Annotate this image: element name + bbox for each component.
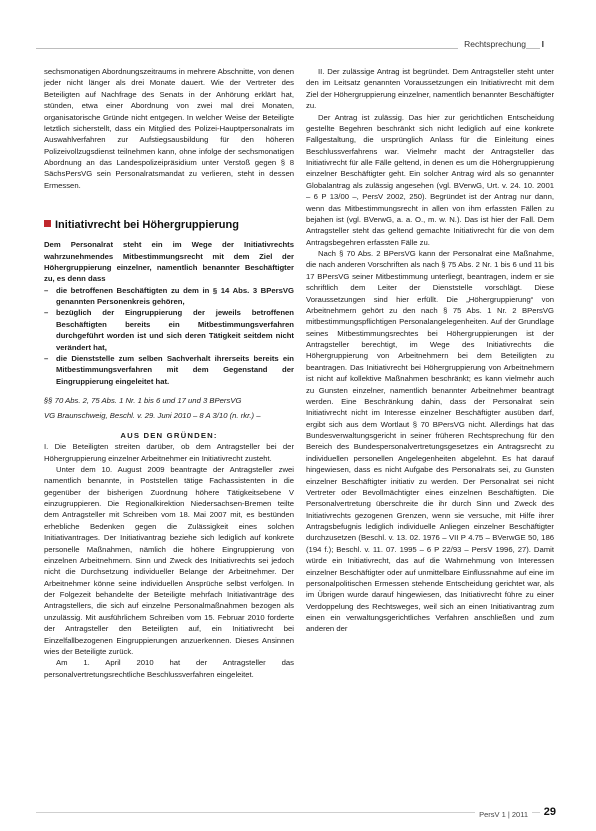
header-mark: I [541,39,544,49]
paragraph: Der Antrag ist zulässig. Das hier zur gerichtlichen Entscheidung gestellte Begehren beschränkt sich nicht lediglich auf eine konkrete Fallgestaltung, die ursprünglich Anlass für die Einleitung eines Beschlussverfahrens war. Vielmehr macht der Antragsteller das Initiativrecht für alle Fälle geltend, in denen es um die Höhergruppierung einzelner Beschäftigter geht. Ein solcher Antrag wird als so genannter Globalantrag als zulässig angesehen (vgl. BVerwG, Urt. v. 24. 10. 2001 – 6 P 13/00 –, PersV 2002, 250). Begründet ist der Antrag nur dann, wenn das Mitbestimmungsrecht in allen von ihm erfassten Fällen zu bejahen ist (vgl. BVerwG, a. a. O., m. w. N.). Das ist hier der Fall. Dem Antragsteller steht das geltend gemachte Initiativrecht für die von dem Antragsbegehren erfassten Fälle zu. [306,112,554,247]
list-item: – die betroffenen Beschäftigten zu dem in § 14 Abs. 3 BPersVG genannten Personenkreis gehören, [44,285,294,308]
principle-list [44,285,294,387]
paragraph: Nach § 70 Abs. 2 BPersVG kann der Personalrat eine Maßnahme, die nach anderen Vorschriften als nach § 75 Abs. 2 Nr. 1 bis 6 und 11 bis 17 BPersVG seiner Mitbestimmung unterliegt, beantragen, indem er sie schriftlich dem Leiter der Dienststelle vorschlägt. Diese Voraussetzungen sind hier erfüllt. Die „Höhergruppierung“ von Arbeitnehmern gehört zu den nach § 75 Abs. 1 Nr. 2 BPersVG mitbestimmungspflichtigen Personalangelegenheiten. Auf der Grundlage seines Mitbestimmungsrechtes bei Höhergruppierungen ist der Antragsteller berechtigt, im Wege des Initiativrechts die Höhergruppierung von Arbeitnehmern bei dem Beteiligten zu beantragen. Das Initiativrecht bei Höhergruppierung von Arbeitnehmern ist nicht auf kollektive Maßnahmen beschränkt; es kann vielmehr auch zu Gunsten einzelner, namentlich benannter Arbeitnehmer beantragt werden. Eine Beschränkung dahin, dass der Personalrat sein Initiativrecht nicht im Interesse einzelner Beschäftigter ausüben darf, ergibt sich aus dem Wortlaut § 70 BPersVG nicht. Allerdings hat das Bundesverwaltungsgericht in seiner früheren Rechtsprechung für den Bereich des Bundespersonalvertretungsgesetzes ein Antragsrecht zu individuellen personellen Angelegenheiten abgelehnt. Es hat darauf hingewiesen, dass es nicht Aufgabe des Personalrats sei, zu Gunsten einzelner Beschäftigter initiativ zu werden. Der Personalrat sei nicht Vertreter oder Bevollmächtigter eines einzelnen Beschäftigten. Die Personalvertretung überschreite die ihr durch Sinn und Zweck des Initiativrechts gezogenen Grenzen, wenn sie versuche, mit Hilfe ihrer Antragsbefugnis lediglich individuelle Anliegen einzelner Beschäftigter durchzusetzen (Beschl. v. 13. 02. 1976 – VII P 4.75 – BVerwGE 50, 186 (194 f.); Beschl. v. 11. 07. 1995 – 6 P 22/93 – PersV 1996, 27). Damit würde ein Initiativrecht, das auf die Wahrnehmung von Interessen einzelner Beschäftigter oder auf unmittelbare Einflussnahme auf eine im personalpolitischen Ermessen stehende Entscheidung gerichtet war, als im Übrigen wurde darauf hingewiesen, das Initiativrecht führe zu einer Verdoppelung des Rechtsweges, weil sich an einen Initiativantrag zum einen ein verwaltungsgerichtliches Verfahren anschließen und zum anderen der [306,249,554,634]
paragraph: Unter dem 10. August 2009 beantragte der Antragsteller zwei namentlich benannte, in Poststellen tätige Fachassistenten in die gegenüber der bisherigen Zuordnung höhere Tätigkeitsebene V einzugruppieren. Die Regionalkirektion Niedersachsen-Bremen teilte dem Antragsteller mit Schreiben vom 18. Mai 2007 mit, es bestünden erhebliche Bedenken gegen die Zulässigkeit eines solchen Initiativantrages. Der Initiativantrag beziehe sich lediglich auf konkrete personelle Maßnahmen, nämlich die höhere Eingruppierung von einzelnen Arbeitnehmern. Sinn und Zweck des Initiativrechts sei jedoch nicht die Durchsetzung individueller Belange der Arbeitnehmer. Der Arbeitnehmer könne seine individuellen Ansprüche selbst verfolgen. In der Folgezeit behandelte der Beteiligte mehrfach Initiativanträge des Antragstellers, die sich auf einzelne Personalmaßnahmen bezogen als unzulässig. Mit ausführlichem Schreiben vom 15. Februar 2010 forderte der Antragsteller den Beteiligten auf, ein Initiativrecht bei Einzelfallbezogenen Eingruppierungen anzuerkennen. Dieses Ansinnen wies der Beteiligte zurück. [44,464,294,656]
left-column [44,66,294,680]
grounds-heading: AUS DEN GRÜNDEN: [120,430,218,440]
paragraph: I. Die Beteiligten streiten darüber, ob dem Antragsteller bei der Höhergruppierung einzelner Arbeitnehmer ein Initiativrecht zusteht. [44,442,294,463]
statute-citation: §§ 70 Abs. 2, 75 Abs. 1 Nr. 1 bis 6 und 17 und 3 BPersVG [44,396,242,405]
guiding-principle: Dem Personalrat steht ein im Wege der Initiativrechts wahrzunehmendes Mitbestimmungsrecht mit dem Ziel der Höhergruppierung einzelner, namentlich benannter Beschäftigter zu, es denn dass [44,240,294,284]
page-footer [0,808,596,824]
heading-text: Initiativrecht bei Höhergruppierung [55,219,239,232]
right-column [306,66,554,635]
section-title: Rechtsprechung [458,39,526,49]
list-item: – die Dienststelle zum selben Sachverhalt ihrerseits bereits ein Mitbestimmungsverfahren mit dem Gegenstand der Eingruppierung eingeleitet hat. [44,353,294,387]
red-square-icon [44,220,51,227]
section-heading [44,219,294,232]
paragraph: Am 1. April 2010 hat der Antragsteller das personalvertretungsrechtliche Beschlussverfahren eingeleitet. [44,658,294,679]
court-citation: VG Braunschweig, Beschl. v. 29. Juni 2010 – 8 A 3/10 (n. rkr.) – [44,411,261,421]
issue-label: PersV 1 | 2011 [475,810,532,819]
paragraph: II. Der zulässige Antrag ist begründet. Dem Antragsteller steht unter den im Leitsatz genannten Voraussetzungen ein Initiativrecht mit dem Ziel der Höhergruppierung einzelner, namentlich benannter Beschäftigter zu. [306,67,554,111]
paragraph: sechsmonatigen Abordnungszeitraums in mehrere Abschnitte, von denen jeder nicht länger als drei Monate dauert. Wie der Vertreter des Beteiligten auf Nachfrage des Senats in der Anhörung erklärt hat, stünden, etwa einer Abordnung von zwei mal drei Monaten, organisatorische Gründe nicht entgegen. In welcher Weise der Beteiligte letztlich sicherstellt, dass ein Mitglied des Polizei-Hauptpersonalrats im Auswahlverfahren zur Aufstiegsausbildung für den höheren Polizeivollzugsdienst teilnehmen kann, ohne infolge der sechsmonatigen Abordnung an das Landespolizeipräsidium unter Verstoß gegen § 8 SächsPersVG sein Personalratsmandat zu verlieren, steht in dessen Ermessen. [44,67,294,190]
page-number: 29 [540,806,556,818]
running-header [0,36,596,54]
list-item: – bezüglich der Eingruppierung der jeweils betroffenen Beschäftigten bereits ein Mitbestimmungsverfahren durchgeführt worden ist und sich deren Tätigkeit seitdem nicht verändert hat, [44,307,294,353]
